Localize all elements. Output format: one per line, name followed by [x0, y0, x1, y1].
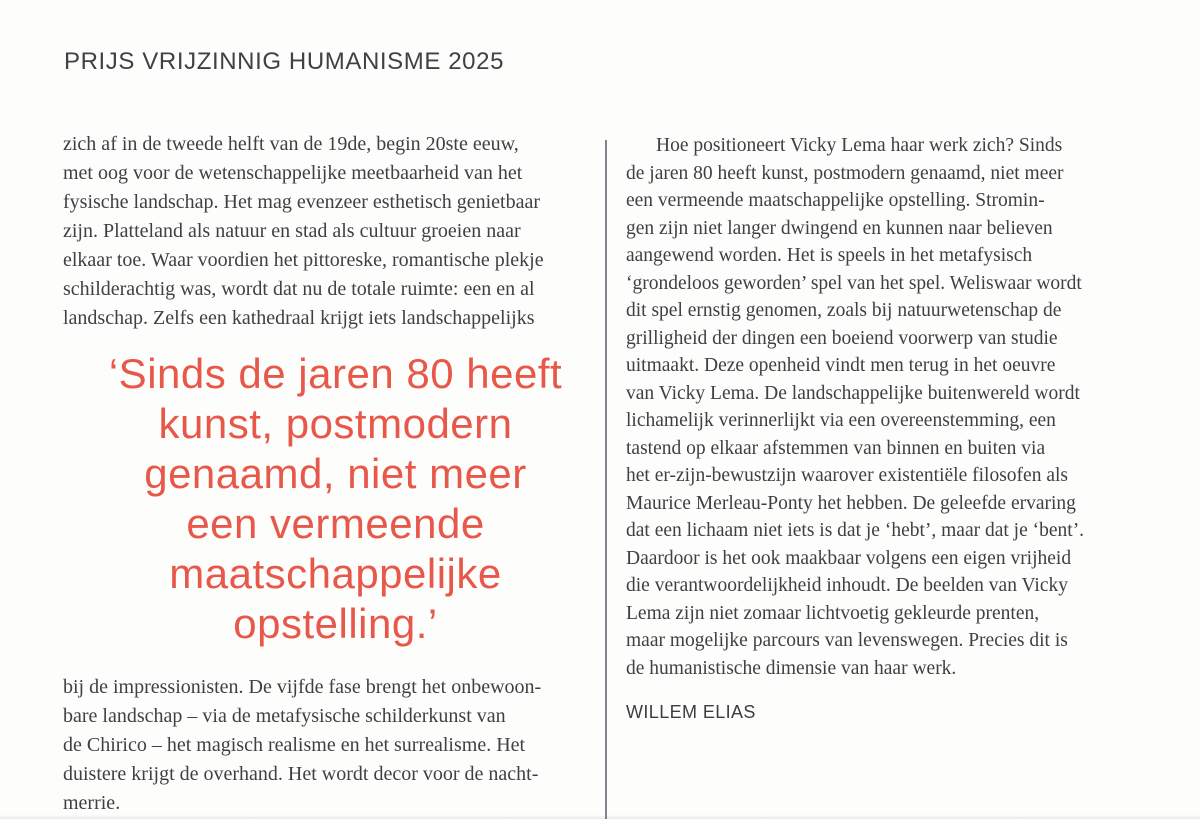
text-line: merrie. [63, 792, 121, 814]
text-line: maar mogelijke parcours van levenswegen. Precies dit is [626, 630, 1068, 651]
text-line: zich af in de tweede helft van de 19de, begin 20ste eeuw, [63, 133, 519, 155]
text-line: die verantwoordelijkheid inhoudt. De beelden van Vicky [626, 575, 1068, 596]
text-line: schilderachtig was, wordt dat nu de totale ruimte: een en al [63, 278, 535, 300]
text-line: een vermeende maatschappelijke opstelling. Stromin- [626, 190, 1045, 211]
left-paragraph-bottom [63, 673, 608, 818]
text-line: Daardoor is het ook maakbaar volgens een eigen vrijheid [626, 547, 1072, 569]
text-line: bare landschap – via de metafysische schilderkunst van [63, 705, 506, 727]
text-line: dit spel ernstig genomen, zoals bij natuurwetenschap de [626, 300, 1062, 321]
text-line: fysische landschap. Het mag evenzeer esthetisch genietbaar [63, 191, 541, 213]
pull-quote-line: genaamd, niet meer [144, 450, 527, 497]
right-paragraph [626, 132, 1146, 682]
text-line: met oog voor de wetenschappelijke meetbaarheid van het [63, 162, 523, 184]
text-line: aangewend worden. Het is speels in het metafysisch [626, 245, 1033, 266]
text-line: duistere krijgt de overhand. Het wordt decor voor de nacht- [63, 763, 539, 785]
text-line: gen zijn niet langer dwingend en kunnen naar believen [626, 217, 1053, 239]
author-byline: WILLEM ELIAS [626, 702, 756, 722]
text-line: ‘grondeloos geworden’ spel van het spel. Weliswaar wordt [626, 272, 1082, 294]
text-line: dat een lichaam niet iets is dat je ‘hebt’, maar dat je ‘bent’. [626, 520, 1085, 541]
text-line: de Chirico – het magisch realisme en het surrealisme. Het [63, 734, 526, 756]
left-column [63, 130, 608, 818]
text-line: van Vicky Lema. De landschappelijke buitenwereld wordt [626, 382, 1080, 404]
text-line: Maurice Merleau-Ponty het hebben. De geleefde ervaring [626, 492, 1076, 514]
text-line: het er-zijn-bewustzijn waarover existentiële filosofen als [626, 465, 1068, 486]
pull-quote-line: maatschappelijke [169, 550, 502, 597]
text-line: de jaren 80 heeft kunst, postmodern genaamd, niet meer [626, 162, 1064, 184]
text-line: grilligheid der dingen een boeiend voorwerp van studie [626, 327, 1058, 349]
text-line: bij de impressionisten. De vijfde fase brengt het onbewoon- [63, 676, 542, 698]
pull-quote [63, 349, 608, 649]
text-line: lichamelijk verinnerlijkt via een overeenstemming, een [626, 410, 1056, 431]
right-column [626, 132, 1146, 723]
left-paragraph-top [63, 130, 608, 333]
pull-quote-line: ‘Sinds de jaren 80 heeft [108, 350, 563, 397]
text-line: tastend op elkaar afstemmen van binnen en buiten via [626, 437, 1046, 459]
text-line: Hoe positioneert Vicky Lema haar werk zich? Sinds [656, 135, 1063, 156]
text-line: zijn. Platteland als natuur en stad als cultuur groeien naar [63, 220, 521, 242]
page-title: PRIJS VRIJZINNIG HUMANISME 2025 [64, 48, 505, 75]
text-line: de humanistische dimensie van haar werk. [626, 657, 957, 679]
pull-quote-line: opstelling.’ [233, 600, 438, 647]
pull-quote-line: een vermeende [186, 500, 485, 547]
text-line: uitmaakt. Deze openheid vindt men terug in het oeuvre [626, 355, 1056, 376]
text-line: elkaar toe. Waar voordien het pittoreske, romantische plekje [63, 249, 544, 271]
text-line: landschap. Zelfs een kathedraal krijgt iets landschappelijks [63, 307, 535, 329]
text-line: Lema zijn niet zomaar lichtvoetig gekleurde prenten, [626, 602, 1040, 624]
pull-quote-line: kunst, postmodern [158, 400, 513, 447]
